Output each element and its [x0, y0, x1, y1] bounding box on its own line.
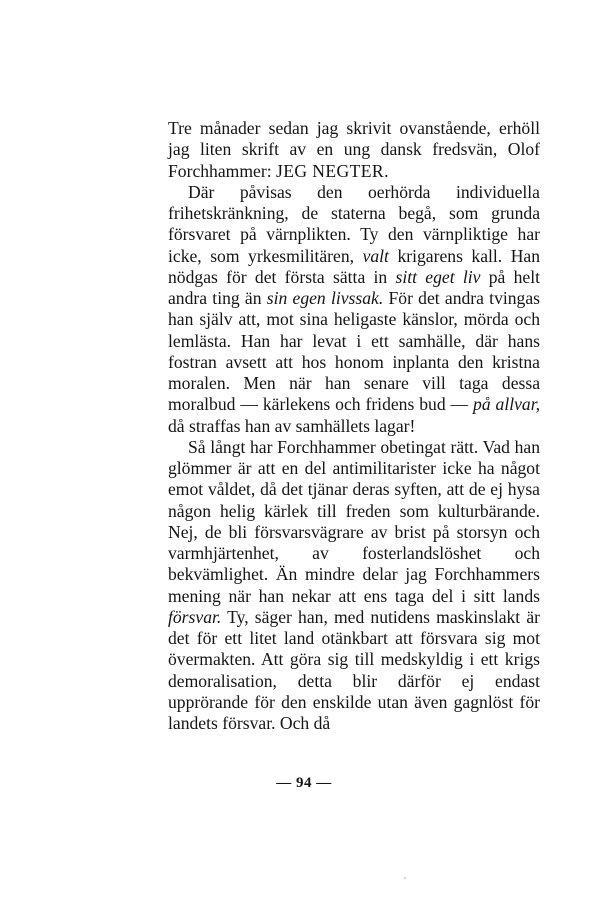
italic-emphasis: på allvar, [473, 394, 541, 415]
text-run: För det andra tvingas han själv att, mot sina heligaste känslor, mörda och lemlästa. Han har levat i ett samhälle, där hans fostran avsett att hos honom inplanta den kristna moralen. Men när han senare vill taga dessa moralbud — kärlekens och fridens bud — [168, 288, 541, 415]
text-run: Så långt har Forchhammer obetingat rätt. Vad han glömmer är att en del antimilitarister icke ha något emot våldet, då det tjänar deras syften, att de ej hysa någon helig kärlek till freden som kulturbärande. Nej, de bli försvarsvägrare av brist på storsyn och varmhjärtenhet, av fosterlandslöshet och bekvämlighet. Än mindre delar jag Forchhammers mening när han nekar att ens taga del i sitt lands [168, 436, 540, 606]
paragraph [168, 437, 540, 735]
text-run: Ty, säger han, med nutidens maskinslakt är det för ett litet land otänkbart att försvara sig mot övermakten. Att göra sig till medskyldig i ett krigs demoralisation, detta blir därför ej endast upprörande för den enskilde utan även gagnlöst för landets försvar. Och då [168, 606, 540, 733]
italic-emphasis: valt [362, 245, 389, 266]
paragraph [168, 118, 540, 182]
text-run: Där påvisas den oerhörda individuella frihetskränkning, de staterna begå, som grunda försvaret på värnplikten. Ty den värnpliktige har icke, som yrkesmilitären, [168, 181, 540, 266]
text-run: Tre månader sedan jag skrivit ovanstående, erhöll jag liten skrift av en ung dansk fredsvän, Olof Forchhammer: [168, 118, 540, 181]
text-run: då straffas han av samhällets lagar! [168, 415, 416, 436]
body-text [168, 118, 540, 734]
book-title: JEG NEGTER. [275, 160, 389, 181]
italic-emphasis: sin egen livssak. [266, 288, 384, 308]
text-run: krigarens kall. Han nödgas för det första sätta in [168, 245, 541, 287]
paper-speck [404, 877, 406, 879]
italic-emphasis: sitt eget liv [395, 266, 481, 287]
text-run: på helt andra ting än [168, 266, 540, 308]
page-number: — 94 — [276, 775, 332, 791]
italic-emphasis: försvar. [168, 606, 222, 627]
paragraph [168, 182, 540, 437]
